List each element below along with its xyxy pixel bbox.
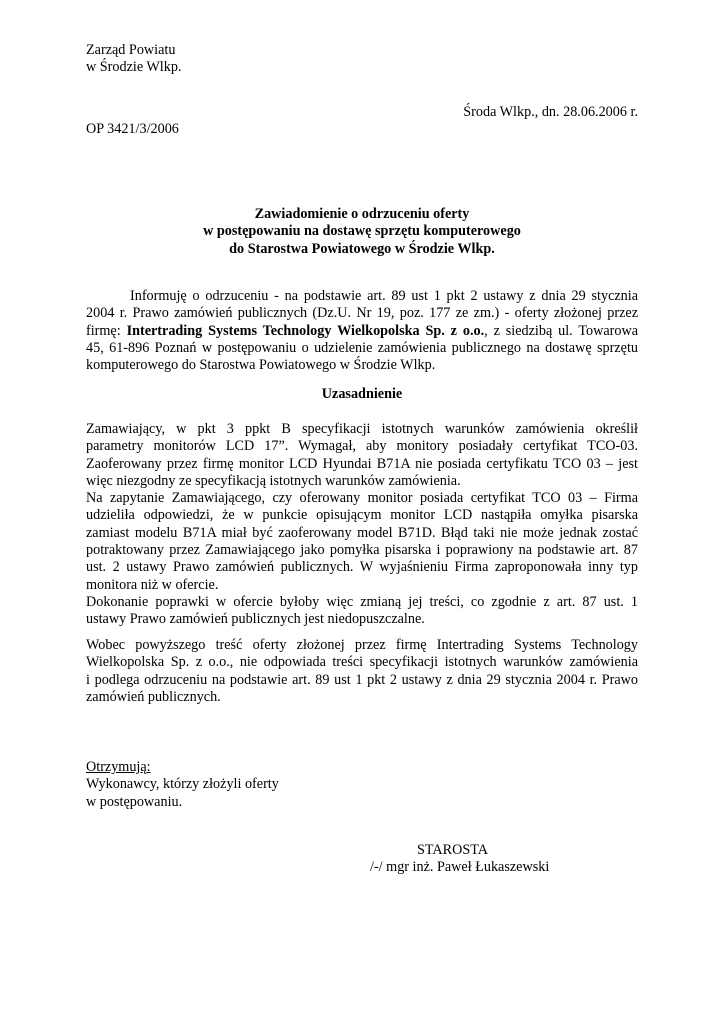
intro-line	[86, 323, 638, 340]
conclusion-line: i podlega odrzuceniu na podstawie art. 89 ust 1 pkt 2 ustawy z dnia 29 stycznia 2004 r. Prawo	[86, 671, 638, 688]
title-line: Zawiadomienie o odrzuceniu oferty	[254, 206, 470, 222]
signature-role: STAROSTA	[417, 842, 489, 858]
justification-line: potraktowany przez Zamawiającego jako pomyłka pisarska i poprawiony na podstawie art. 87	[86, 542, 638, 559]
title-line: w postępowaniu na dostawę sprzętu komputerowego	[203, 223, 521, 240]
recipients-line: Wykonawcy, którzy złożyli oferty	[86, 776, 279, 793]
justification-heading: Uzasadnienie	[321, 386, 403, 402]
justification-line: monitora niż w ofercie.	[86, 576, 219, 593]
justification-line: więc niezgodny ze specyfikacją istotnych warunków zamówienia.	[86, 472, 461, 489]
justification-line: parametry monitorów LCD 17”. Wymagał, aby monitory posiadały certyfikat TCO-03.	[86, 438, 638, 455]
signature-name: /-/ mgr inż. Paweł Łukaszewski	[370, 859, 550, 876]
justification-body	[86, 421, 638, 629]
justification-line: Zaoferowany przez firmę monitor LCD Hyundai B71A nie posiada certyfikatu TCO 03 – jest	[86, 455, 638, 472]
sender-line: w Środzie Wlkp.	[86, 59, 182, 76]
recipients-heading: Otrzymują:	[86, 759, 151, 775]
recipients-block	[86, 759, 279, 811]
document-title	[86, 206, 638, 258]
intro-line: Informuję o odrzuceniu - na podstawie art. 89 ust 1 pkt 2 ustawy z dnia 29 stycznia	[130, 288, 638, 304]
conclusion-line: Wobec powyższego treść oferty złożonej przez firmę Intertrading Systems Technology	[86, 637, 638, 653]
conclusion-line: zamówień publicznych.	[86, 688, 221, 705]
justification-line: Zamawiający, w pkt 3 ppkt B specyfikacji istotnych warunków zamówienia określił	[86, 421, 638, 437]
recipients-line: w postępowaniu.	[86, 793, 183, 810]
title-line: do Starostwa Powiatowego w Środzie Wlkp.	[229, 240, 495, 257]
justification-line: zamiast modelu B71A miał być zaoferowany model B71D. Błąd taki nie może jednak zostać	[86, 524, 638, 541]
justification-line: ust. 2 ustawy Prawo zamówień publicznych. W wyjaśnieniu Firma zaproponowała inny typ	[86, 559, 638, 576]
intro-line: komputerowego do Starostwa Powiatowego w Środzie Wlkp.	[86, 357, 436, 374]
signature-block	[370, 842, 549, 877]
justification-line: Dokonanie poprawki w ofercie byłoby więc zmianą jej treści, co zgodnie z art. 87 ust. 1	[86, 593, 638, 610]
sender-line: Zarząd Powiatu	[86, 42, 176, 58]
conclusion-line: Wielkopolska Sp. z o.o., nie odpowiada treści specyfikacji istotnych warunków zamówienia	[86, 654, 638, 671]
reference-number: OP 3421/3/2006	[86, 121, 179, 137]
conclusion-paragraph	[86, 637, 638, 706]
company-name: Intertrading Systems Technology Wielkopolska Sp. z o.o.	[126, 322, 485, 339]
justification-line: ustawy Prawo zamówień publicznych jest niedopuszczalne.	[86, 611, 425, 628]
place-date: Środa Wlkp., dn. 28.06.2006 r.	[463, 104, 638, 120]
intro-prefix: firmę:	[86, 322, 121, 339]
intro-line: 45, 61-896 Poznań w postępowaniu o udzielenie zamówienia publicznego na dostawę sprzętu	[86, 339, 638, 356]
justification-line: udzieliła odpowiedzi, że w punkcie opisującym monitor LCD nastąpiła omyłka pisarska	[86, 507, 638, 524]
sender-block	[86, 42, 182, 77]
intro-suffix: , z siedzibą ul. Towarowa	[484, 322, 639, 339]
intro-paragraph	[86, 288, 638, 374]
intro-line: 2004 r. Prawo zamówień publicznych (Dz.U. Nr 19, poz. 177 ze zm.) - oferty złożonej przez	[86, 305, 638, 322]
justification-line: Na zapytanie Zamawiającego, czy oferowany monitor posiada certyfikat TCO 03 – Firma	[86, 490, 638, 507]
